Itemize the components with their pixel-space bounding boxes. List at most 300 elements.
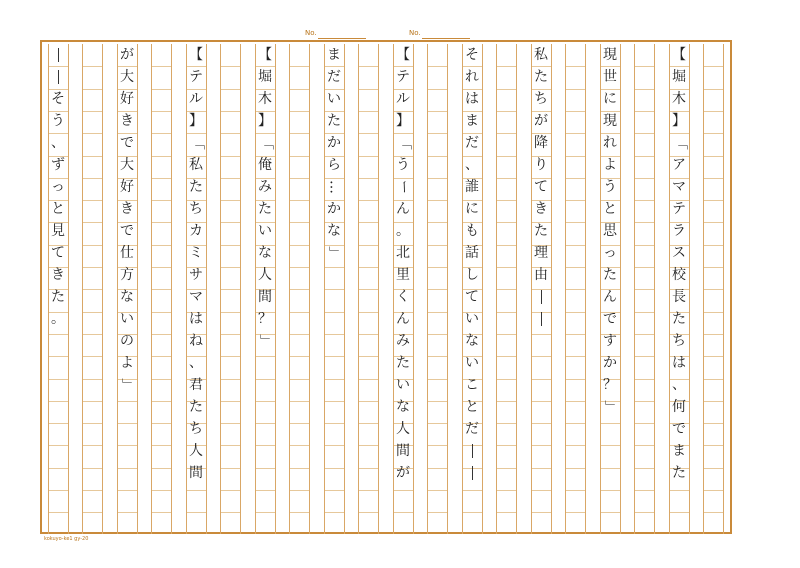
grid-cell-line bbox=[704, 111, 723, 112]
glyph: 」 bbox=[119, 378, 135, 392]
grid-cell-line bbox=[635, 379, 654, 380]
grid-cell-line bbox=[566, 312, 585, 313]
grid-cell-line bbox=[290, 66, 309, 67]
glyph: き bbox=[51, 267, 65, 283]
glyph: ま bbox=[465, 113, 479, 129]
manuscript-sheet bbox=[40, 40, 732, 534]
grid-cell-line bbox=[566, 490, 585, 491]
grid-cell-line bbox=[221, 245, 240, 246]
grid-cell-line bbox=[428, 156, 447, 157]
grid-cell-line bbox=[359, 490, 378, 491]
grid-cell-line bbox=[290, 423, 309, 424]
grid-cell-line bbox=[290, 200, 309, 201]
grid-column bbox=[358, 44, 379, 534]
grid-cell-line bbox=[428, 89, 447, 90]
grid-cell-line bbox=[497, 111, 516, 112]
glyph: カ bbox=[189, 223, 203, 239]
grid-cell-line bbox=[290, 245, 309, 246]
grid-cell-line bbox=[428, 178, 447, 179]
grid-cell-line bbox=[428, 423, 447, 424]
grid-cell-line bbox=[635, 89, 654, 90]
glyph: ス bbox=[672, 245, 686, 261]
glyph: か bbox=[327, 135, 341, 151]
grid-cell-line bbox=[152, 200, 171, 201]
grid-column bbox=[289, 44, 310, 534]
glyph: と bbox=[51, 201, 65, 217]
glyph: テ bbox=[189, 69, 203, 85]
grid-cell-line bbox=[566, 222, 585, 223]
glyph: 何 bbox=[672, 399, 686, 415]
grid-cell-line bbox=[635, 312, 654, 313]
grid-cell-line bbox=[359, 401, 378, 402]
grid-cell-line bbox=[221, 111, 240, 112]
glyph: い bbox=[465, 355, 479, 371]
header-no-underline-1 bbox=[318, 38, 366, 39]
glyph: 、 bbox=[465, 157, 479, 173]
grid-cell-line bbox=[152, 156, 171, 157]
glyph: 方 bbox=[120, 267, 134, 283]
glyph: ち bbox=[189, 201, 203, 217]
grid-cell-line bbox=[83, 111, 102, 112]
grid-cell-line bbox=[566, 356, 585, 357]
glyph: 理 bbox=[534, 245, 548, 261]
glyph: 里 bbox=[396, 267, 410, 283]
grid-cell-line bbox=[635, 490, 654, 491]
glyph: れ bbox=[465, 69, 479, 85]
glyph: ん bbox=[396, 311, 410, 327]
grid-cell-line bbox=[83, 133, 102, 134]
grid-cell-line bbox=[704, 178, 723, 179]
glyph: 】 bbox=[189, 113, 203, 129]
grid-cell-line bbox=[83, 178, 102, 179]
grid-cell-line bbox=[359, 156, 378, 157]
grid-cell-line bbox=[497, 289, 516, 290]
glyph: が bbox=[396, 465, 410, 481]
glyph: み bbox=[258, 179, 272, 195]
glyph: ず bbox=[51, 157, 65, 173]
grid-cell-line bbox=[566, 66, 585, 67]
grid-cell-line bbox=[704, 356, 723, 357]
grid-cell-line bbox=[359, 200, 378, 201]
glyph: っ bbox=[51, 179, 65, 195]
grid-cell-line bbox=[635, 245, 654, 246]
grid-cell-line bbox=[635, 156, 654, 157]
glyph: だ bbox=[465, 135, 479, 151]
grid-cell-line bbox=[290, 89, 309, 90]
grid-cell-line bbox=[497, 222, 516, 223]
glyph: た bbox=[189, 399, 203, 415]
grid-cell-line bbox=[566, 445, 585, 446]
glyph: に bbox=[603, 91, 617, 107]
glyph: 、 bbox=[189, 355, 203, 371]
grid-cell-line bbox=[566, 178, 585, 179]
glyph: 木 bbox=[672, 91, 686, 107]
grid-cell-line bbox=[704, 289, 723, 290]
grid-cell-line bbox=[635, 289, 654, 290]
grid-cell-line bbox=[428, 200, 447, 201]
grid-cell-line bbox=[359, 334, 378, 335]
grid-cell-line bbox=[290, 490, 309, 491]
text-line bbox=[600, 44, 621, 534]
grid-cell-line bbox=[83, 245, 102, 246]
glyph: い bbox=[327, 91, 341, 107]
glyph: れ bbox=[603, 135, 617, 151]
glyph: た bbox=[396, 355, 410, 371]
grid-column bbox=[220, 44, 241, 534]
grid-cell-line bbox=[497, 379, 516, 380]
grid-cell-line bbox=[359, 66, 378, 67]
grid-cell-line bbox=[566, 267, 585, 268]
grid-cell-line bbox=[221, 156, 240, 157]
grid-cell-line bbox=[290, 289, 309, 290]
glyph: ― bbox=[533, 312, 549, 326]
grid-cell-line bbox=[635, 423, 654, 424]
glyph: て bbox=[465, 289, 479, 305]
grid-cell-line bbox=[359, 423, 378, 424]
grid-cell-line bbox=[497, 334, 516, 335]
header-no-label-2: No. bbox=[409, 29, 421, 37]
glyph: か bbox=[603, 355, 617, 371]
glyph: か bbox=[327, 201, 341, 217]
grid-cell-line bbox=[83, 200, 102, 201]
grid-cell-line bbox=[221, 222, 240, 223]
grid-cell-line bbox=[152, 334, 171, 335]
glyph: ？ bbox=[603, 377, 617, 393]
glyph: と bbox=[603, 201, 617, 217]
grid-cell-line bbox=[566, 133, 585, 134]
text-line bbox=[186, 44, 207, 534]
grid-cell-line bbox=[83, 267, 102, 268]
grid-cell-line bbox=[359, 512, 378, 513]
glyph: に bbox=[465, 201, 479, 217]
glyph: 【 bbox=[672, 47, 686, 63]
grid-cell-line bbox=[704, 267, 723, 268]
grid-cell-line bbox=[359, 379, 378, 380]
glyph: だ bbox=[465, 421, 479, 437]
text-line bbox=[393, 44, 414, 534]
glyph: は bbox=[465, 91, 479, 107]
grid-cell-line bbox=[221, 312, 240, 313]
grid-cell-line bbox=[83, 66, 102, 67]
glyph: ― bbox=[50, 70, 66, 84]
glyph: う bbox=[396, 157, 410, 173]
grid-cell-line bbox=[428, 356, 447, 357]
grid-cell-line bbox=[221, 89, 240, 90]
grid-cell-line bbox=[428, 490, 447, 491]
grid-cell-line bbox=[290, 156, 309, 157]
glyph: た bbox=[672, 311, 686, 327]
grid-cell-line bbox=[704, 222, 723, 223]
grid-cell-line bbox=[704, 66, 723, 67]
grid-cell-line bbox=[152, 66, 171, 67]
grid-cell-line bbox=[152, 111, 171, 112]
glyph: サ bbox=[189, 267, 203, 283]
glyph: ち bbox=[534, 91, 548, 107]
grid-cell-line bbox=[635, 356, 654, 357]
grid-cell-line bbox=[290, 178, 309, 179]
glyph: ラ bbox=[672, 223, 686, 239]
glyph: 大 bbox=[120, 157, 134, 173]
grid-cell-line bbox=[566, 89, 585, 90]
grid-cell-line bbox=[566, 401, 585, 402]
glyph: 【 bbox=[258, 47, 272, 63]
glyph: 堀 bbox=[672, 69, 686, 85]
grid-cell-line bbox=[290, 312, 309, 313]
glyph: が bbox=[534, 113, 548, 129]
grid-cell-line bbox=[428, 133, 447, 134]
glyph: な bbox=[465, 333, 479, 349]
grid-cell-line bbox=[221, 133, 240, 134]
grid-cell-line bbox=[635, 200, 654, 201]
glyph: て bbox=[534, 179, 548, 195]
grid-cell-line bbox=[635, 468, 654, 469]
grid-cell-line bbox=[704, 490, 723, 491]
grid-cell-line bbox=[221, 468, 240, 469]
glyph: う bbox=[51, 113, 65, 129]
glyph: 、 bbox=[51, 135, 65, 151]
glyph: た bbox=[534, 223, 548, 239]
grid-cell-line bbox=[497, 178, 516, 179]
glyph: 長 bbox=[672, 289, 686, 305]
glyph: ね bbox=[189, 333, 203, 349]
glyph: ル bbox=[189, 91, 203, 107]
footer-code: kokuyo-ke1 gy-20 bbox=[44, 536, 89, 542]
grid-cell-line bbox=[635, 111, 654, 112]
grid-cell-line bbox=[566, 468, 585, 469]
grid-cell-line bbox=[566, 289, 585, 290]
grid-cell-line bbox=[221, 379, 240, 380]
grid-cell-line bbox=[704, 89, 723, 90]
grid-cell-line bbox=[152, 356, 171, 357]
text-line bbox=[462, 44, 483, 534]
glyph: よ bbox=[120, 355, 134, 371]
glyph: で bbox=[603, 311, 617, 327]
glyph: 世 bbox=[603, 69, 617, 85]
grid-cell-line bbox=[359, 445, 378, 446]
grid-cell-line bbox=[704, 423, 723, 424]
grid-column bbox=[703, 44, 724, 534]
glyph: 大 bbox=[120, 69, 134, 85]
grid-cell-line bbox=[83, 423, 102, 424]
glyph: な bbox=[327, 223, 341, 239]
grid-cell-line bbox=[704, 379, 723, 380]
grid-cell-line bbox=[635, 222, 654, 223]
grid-cell-line bbox=[497, 512, 516, 513]
grid-cell-line bbox=[152, 178, 171, 179]
glyph: 君 bbox=[189, 377, 203, 393]
glyph: 誰 bbox=[465, 179, 479, 195]
grid-cell-line bbox=[290, 222, 309, 223]
glyph: 木 bbox=[258, 91, 272, 107]
glyph: う bbox=[603, 179, 617, 195]
glyph: ら bbox=[327, 157, 341, 173]
grid-column bbox=[565, 44, 586, 534]
glyph: 」 bbox=[257, 334, 273, 348]
grid-cell-line bbox=[497, 445, 516, 446]
glyph: 由 bbox=[534, 267, 548, 283]
glyph: 「 bbox=[188, 136, 204, 150]
glyph: と bbox=[465, 399, 479, 415]
grid-cell-line bbox=[497, 267, 516, 268]
glyph: の bbox=[120, 333, 134, 349]
grid-cell-line bbox=[290, 379, 309, 380]
grid-cell-line bbox=[635, 66, 654, 67]
glyph: が bbox=[120, 47, 134, 63]
glyph: 。 bbox=[396, 223, 410, 239]
glyph: い bbox=[258, 223, 272, 239]
glyph: マ bbox=[672, 179, 686, 195]
grid-cell-line bbox=[428, 245, 447, 246]
glyph: ― bbox=[464, 444, 480, 458]
grid-cell-line bbox=[635, 267, 654, 268]
glyph: … bbox=[326, 180, 342, 194]
glyph: 」 bbox=[326, 246, 342, 260]
glyph: た bbox=[534, 69, 548, 85]
grid-cell-line bbox=[359, 178, 378, 179]
glyph: き bbox=[120, 201, 134, 217]
grid-cell-line bbox=[221, 512, 240, 513]
grid-cell-line bbox=[221, 66, 240, 67]
glyph: た bbox=[327, 113, 341, 129]
glyph: 】 bbox=[258, 113, 272, 129]
grid-cell-line bbox=[566, 156, 585, 157]
grid-cell-line bbox=[428, 401, 447, 402]
glyph: ミ bbox=[189, 245, 203, 261]
text-line bbox=[531, 44, 552, 534]
glyph: す bbox=[603, 333, 617, 349]
grid-column bbox=[151, 44, 172, 534]
grid-cell-line bbox=[566, 111, 585, 112]
glyph: 好 bbox=[120, 179, 134, 195]
glyph: 。 bbox=[51, 311, 65, 327]
grid-cell-line bbox=[290, 356, 309, 357]
grid-cell-line bbox=[221, 490, 240, 491]
grid-cell-line bbox=[152, 379, 171, 380]
grid-column bbox=[634, 44, 655, 534]
grid-cell-line bbox=[635, 334, 654, 335]
glyph: ま bbox=[672, 443, 686, 459]
header-no-underline-2 bbox=[422, 38, 470, 39]
grid-cell-line bbox=[290, 445, 309, 446]
grid-cell-line bbox=[359, 468, 378, 469]
grid-cell-line bbox=[152, 133, 171, 134]
grid-column bbox=[427, 44, 448, 534]
glyph: な bbox=[120, 289, 134, 305]
grid-cell-line bbox=[428, 66, 447, 67]
glyph: き bbox=[534, 201, 548, 217]
header-no-label-1: No. bbox=[305, 29, 317, 37]
glyph: で bbox=[120, 135, 134, 151]
glyph: 堀 bbox=[258, 69, 272, 85]
glyph: で bbox=[120, 223, 134, 239]
grid-cell-line bbox=[359, 111, 378, 112]
grid-cell-line bbox=[152, 222, 171, 223]
glyph: ― bbox=[464, 466, 480, 480]
grid-cell-line bbox=[566, 200, 585, 201]
grid-cell-line bbox=[221, 267, 240, 268]
grid-cell-line bbox=[566, 379, 585, 380]
glyph: は bbox=[189, 311, 203, 327]
text-line bbox=[48, 44, 69, 534]
grid-cell-line bbox=[566, 334, 585, 335]
grid-cell-line bbox=[497, 200, 516, 201]
glyph: 現 bbox=[603, 113, 617, 129]
grid-cell-line bbox=[221, 200, 240, 201]
glyph: っ bbox=[603, 245, 617, 261]
grid-cell-line bbox=[221, 289, 240, 290]
glyph: 「 bbox=[671, 136, 687, 150]
grid-cell-line bbox=[428, 222, 447, 223]
glyph: ― bbox=[50, 48, 66, 62]
grid-cell-line bbox=[428, 445, 447, 446]
grid-cell-line bbox=[83, 468, 102, 469]
glyph: で bbox=[672, 421, 686, 437]
glyph: し bbox=[465, 267, 479, 283]
glyph: 間 bbox=[258, 289, 272, 305]
glyph: 好 bbox=[120, 91, 134, 107]
grid-cell-line bbox=[566, 512, 585, 513]
text-line bbox=[324, 44, 345, 534]
grid-cell-line bbox=[83, 156, 102, 157]
grid-cell-line bbox=[428, 379, 447, 380]
grid-cell-line bbox=[359, 312, 378, 313]
glyph: た bbox=[603, 267, 617, 283]
grid-cell-line bbox=[290, 401, 309, 402]
grid-cell-line bbox=[635, 445, 654, 446]
glyph: な bbox=[258, 245, 272, 261]
grid-cell-line bbox=[635, 512, 654, 513]
grid-cell-line bbox=[290, 267, 309, 268]
grid-cell-line bbox=[290, 133, 309, 134]
grid-cell-line bbox=[428, 468, 447, 469]
glyph: て bbox=[51, 245, 65, 261]
glyph: ち bbox=[672, 333, 686, 349]
grid-cell-line bbox=[83, 490, 102, 491]
grid-cell-line bbox=[428, 512, 447, 513]
grid-cell-line bbox=[635, 401, 654, 402]
grid-column bbox=[82, 44, 103, 534]
grid-cell-line bbox=[497, 133, 516, 134]
grid-cell-line bbox=[221, 423, 240, 424]
text-line bbox=[117, 44, 138, 534]
glyph: た bbox=[51, 289, 65, 305]
glyph: 「 bbox=[395, 136, 411, 150]
glyph: だ bbox=[327, 69, 341, 85]
grid-cell-line bbox=[497, 245, 516, 246]
grid-cell-line bbox=[152, 512, 171, 513]
grid-cell-line bbox=[152, 423, 171, 424]
glyph: 】 bbox=[396, 113, 410, 129]
glyph: 私 bbox=[189, 157, 203, 173]
grid-cell-line bbox=[704, 512, 723, 513]
grid-cell-line bbox=[83, 89, 102, 90]
grid-cell-line bbox=[497, 356, 516, 357]
grid-cell-line bbox=[359, 267, 378, 268]
grid-cell-line bbox=[428, 111, 447, 112]
grid-cell-line bbox=[704, 401, 723, 402]
text-line bbox=[669, 44, 690, 534]
grid-cell-line bbox=[704, 245, 723, 246]
grid-cell-line bbox=[497, 490, 516, 491]
glyph: み bbox=[396, 333, 410, 349]
glyph: は bbox=[672, 355, 686, 371]
grid-cell-line bbox=[83, 512, 102, 513]
glyph: ん bbox=[396, 201, 410, 217]
grid-cell-line bbox=[152, 289, 171, 290]
glyph: 私 bbox=[534, 47, 548, 63]
grid-cell-line bbox=[152, 490, 171, 491]
glyph: 見 bbox=[51, 223, 65, 239]
